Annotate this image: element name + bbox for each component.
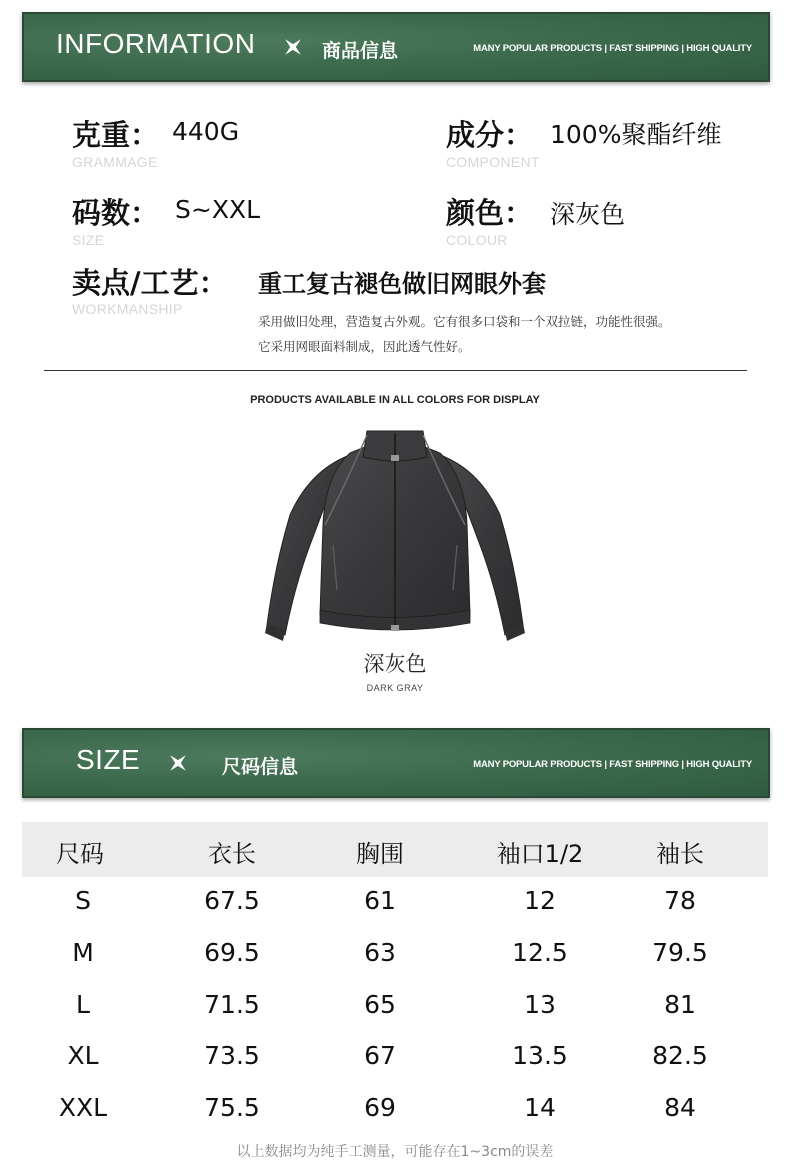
table-cell: 82.5 [652, 1041, 708, 1070]
table-cell: 12 [524, 886, 556, 915]
measurement-note: 以上数据均为纯手工测量，可能存在1~3cm的误差 [236, 1144, 554, 1160]
table-cell: 63 [364, 938, 396, 967]
table-cell: 79.5 [652, 938, 708, 967]
table-cell: 67 [364, 1041, 396, 1070]
table-cell: 78 [664, 886, 696, 915]
table-cell: XXL [58, 1093, 108, 1122]
grammage-label: 克重： [72, 118, 160, 152]
banner-tagline: MANY POPULAR PRODUCTS | FAST SHIPPING | HIGH QUALITY [473, 43, 752, 54]
table-cell: 12.5 [512, 938, 568, 967]
color-name-cn: 深灰色 [363, 652, 427, 676]
table-cell: S [75, 886, 91, 915]
banner-tagline: MANY POPULAR PRODUCTS | FAST SHIPPING | HIGH QUALITY [473, 759, 752, 770]
table-cell: 13.5 [512, 1041, 568, 1070]
table-header-cell: 衣长 [208, 840, 256, 868]
table-cell: L [76, 990, 90, 1019]
colour-en: COLOUR [446, 232, 508, 248]
jacket-image [255, 425, 535, 645]
table-cell: 69 [364, 1093, 396, 1122]
table-cell: 81 [664, 990, 696, 1019]
component-label: 成分： [446, 118, 534, 152]
description-line-1: 采用做旧处理，营造复古外观。它有很多口袋和一个双拉链，功能性很强。 [258, 314, 671, 329]
table-cell: 75.5 [204, 1093, 260, 1122]
table-cell: 84 [664, 1093, 696, 1122]
color-name-en: DARK GRAY [366, 683, 424, 693]
component-en: COMPONENT [446, 154, 540, 170]
grammage-en: GRAMMAGE [72, 154, 158, 170]
size-value: S~XXL [175, 195, 260, 224]
table-cell: 73.5 [204, 1041, 260, 1070]
workmanship-value: 重工复古褪色做旧网眼外套 [258, 270, 546, 298]
table-header-cell: 袖长 [656, 840, 704, 868]
table-cell: M [72, 938, 94, 967]
availability-note: PRODUCTS AVAILABLE IN ALL COLORS FOR DISPLAY [250, 394, 540, 406]
size-label: 码数： [72, 196, 160, 230]
table-cell: 67.5 [204, 886, 260, 915]
workmanship-label: 卖点/工艺： [72, 266, 228, 300]
information-title: INFORMATION [56, 28, 256, 59]
table-cell: 71.5 [204, 990, 260, 1019]
description-line-2: 它采用网眼面料制成，因此透气性好。 [258, 339, 471, 354]
component-value: 100%聚酯纤维 [550, 120, 722, 149]
table-cell: 65 [364, 990, 396, 1019]
table-cell: 69.5 [204, 938, 260, 967]
size-en: SIZE [72, 232, 105, 248]
information-cn-title: 商品信息 [322, 40, 399, 62]
information-banner [22, 12, 770, 82]
table-header-cell: 袖口1/2 [496, 840, 584, 868]
table-cell: XL [67, 1041, 99, 1070]
table-cell: 61 [364, 886, 396, 915]
size-title: SIZE [76, 744, 141, 775]
sparkle-icon [282, 36, 304, 58]
table-header-cell: 尺码 [56, 840, 104, 868]
colour-label: 颜色： [446, 196, 534, 230]
colour-value: 深灰色 [550, 200, 626, 229]
table-cell: 14 [524, 1093, 556, 1122]
workmanship-en: WORKMANSHIP [72, 301, 183, 317]
sparkle-icon [167, 752, 189, 774]
table-cell: 13 [524, 990, 556, 1019]
size-banner [22, 728, 770, 798]
grammage-value: 440G [172, 117, 240, 146]
table-header-cell: 胸围 [356, 840, 404, 868]
size-cn-title: 尺码信息 [222, 756, 299, 778]
section-divider [44, 370, 747, 371]
